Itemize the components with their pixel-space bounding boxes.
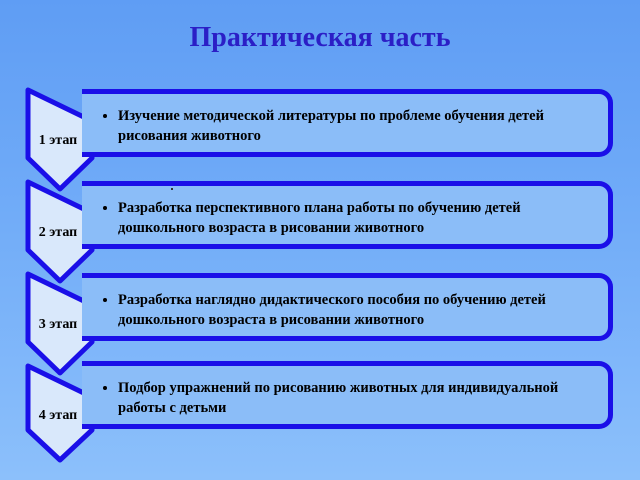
stage-4-text: • Подбор упражнений по рисованию животных для индивидуальной работы с детьми [118,366,590,418]
stage-2-text: • Разработка перспективного плана работы по обучению детей дошкольного возраста в рисовании животного [118,186,590,238]
stage-3-text: • Разработка наглядно дидактического пособия по обучению детей дошкольного возраста в рисовании животного [118,278,590,330]
stage-3-box [82,273,613,341]
stage-4-box [82,361,613,429]
stage-2-box [82,181,613,249]
stage-1-label: 1 этап [38,133,78,148]
stray-dot [171,188,173,190]
stage-2-label: 2 этап [38,225,78,240]
stage-3-label: 3 этап [38,317,78,332]
slide-title: Практическая часть [189,22,451,53]
stage-1-text: • Изучение методической литературы по проблеме обучения детей рисования животного [118,94,590,146]
stage-1-box [82,89,613,157]
stage-4-label: 4 этап [38,408,78,423]
